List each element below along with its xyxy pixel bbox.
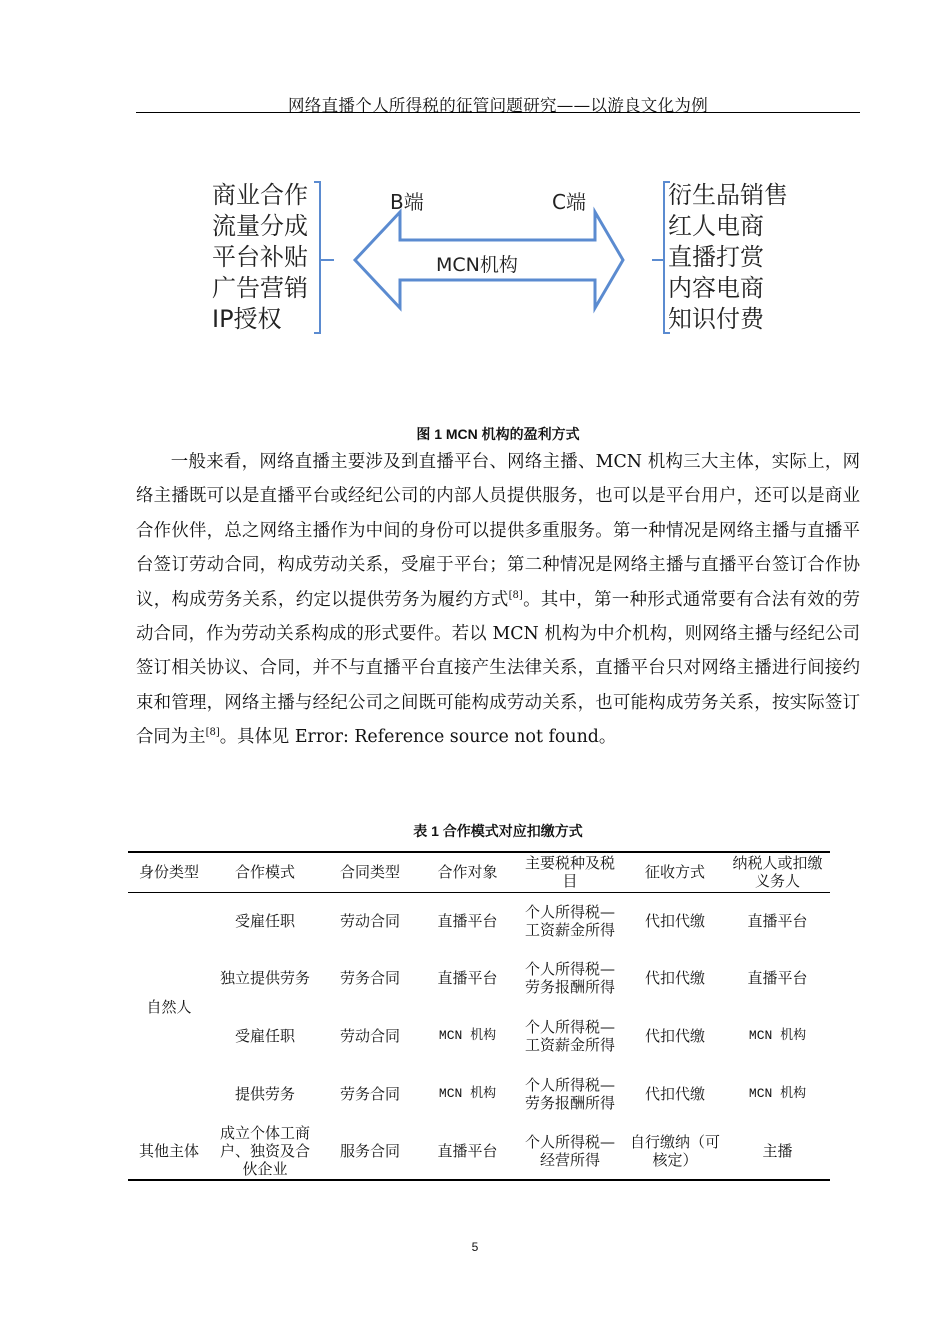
header-rule: [136, 112, 860, 113]
left-bracket: [314, 182, 320, 333]
table-row: [128, 1122, 830, 1180]
left-item: 商业合作: [212, 181, 308, 209]
table-cell: 服务合同: [320, 1122, 420, 1180]
table-cell: 代扣代缴: [644, 1026, 705, 1045]
table-cell: 个人所得税—经营所得: [515, 1122, 625, 1180]
citation-ref[interactable]: [8]: [508, 589, 523, 601]
table-cell: MCN 机构: [748, 1027, 807, 1043]
table-cell: 自行缴纳（可核定）: [625, 1122, 725, 1180]
table-cell: 直播平台: [437, 969, 498, 988]
citation-ref[interactable]: [8]: [205, 727, 220, 739]
c-end-label: C端: [552, 190, 586, 214]
table-cell: 直播平台: [747, 969, 808, 988]
table-caption: 表 1 合作模式对应扣缴方式: [413, 823, 583, 839]
body-paragraph: [136, 445, 860, 755]
figure-left-list: [212, 180, 308, 335]
right-item: 内容电商: [668, 274, 764, 302]
figure-right-list: [668, 180, 788, 335]
table-cell: MCN 机构: [438, 1027, 497, 1043]
table-cell: 独立提供劳务: [219, 969, 310, 988]
right-item: 衍生品销售: [668, 181, 788, 209]
page-number: 5: [471, 1240, 479, 1254]
column-header: 征收方式: [625, 852, 725, 892]
column-header: 身份类型: [128, 852, 210, 892]
b-end-label: B端: [390, 190, 424, 214]
table-cell: 代扣代缴: [644, 969, 705, 988]
table-row: [128, 892, 830, 950]
right-item: 直播打赏: [668, 243, 764, 271]
table-row: [128, 950, 830, 1008]
right-item: 知识付费: [668, 305, 764, 333]
column-header: 合作模式: [210, 852, 320, 892]
table-cell: 受雇任职: [234, 1026, 295, 1045]
table-cell: 劳务合同: [339, 969, 400, 988]
table-header-row: [128, 852, 830, 892]
table-row: [128, 1065, 830, 1123]
left-item: IP授权: [212, 305, 282, 333]
table-cell: 受雇任职: [234, 912, 295, 931]
table-cell: 直播平台: [747, 912, 808, 931]
paragraph-text: 一般来看，网络直播主要涉及到直播平台、网络主播、MCN 机构三大主体，实际上，网络主播既可以是直播平台或经纪公司的内部人员提供服务，也可以是平台用户，还可以是商业合作伙伴，总之网络主播作为中间的身份可以提供多重服务。第一种情况是网络主播与直播平台签订劳动合同，构成劳动关系，受雇于平台；第二种情况是网络主播与直播平台签订合作协议，构成劳务关系，约定以提供劳务为履约方式: [136, 452, 860, 610]
figure-caption: 图 1 MCN 机构的盈利方式: [416, 426, 580, 442]
table-cell: 劳务合同: [339, 1084, 400, 1103]
column-header: 合作对象: [420, 852, 515, 892]
table-cell: 成立个体工商户、独资及合伙企业: [210, 1122, 320, 1180]
left-item: 流量分成: [212, 212, 308, 240]
withholding-table: [128, 851, 830, 1181]
table-cell: 个人所得税—工资薪金所得: [524, 903, 615, 940]
mcn-label: MCN机构: [436, 254, 518, 276]
table-cell: MCN 机构: [748, 1085, 807, 1101]
table-cell: 提供劳务: [234, 1084, 295, 1103]
table-cell: 主播: [725, 1122, 830, 1180]
column-header: 纳税人或扣缴义务人: [725, 852, 830, 892]
table-cell: 直播平台: [437, 912, 498, 931]
table-cell: MCN 机构: [438, 1085, 497, 1101]
figure-mcn-profit: [200, 170, 810, 350]
table-cell: 个人所得税—劳务报酬所得: [524, 1075, 615, 1112]
table-cell: 直播平台: [420, 1122, 515, 1180]
table-cell: 个人所得税—工资薪金所得: [524, 1017, 615, 1054]
table-cell: 代扣代缴: [644, 1084, 705, 1103]
table-cell: 个人所得税—劳务报酬所得: [524, 960, 615, 997]
paragraph-text: 。具体见 Error: Reference source not found。: [219, 727, 617, 748]
right-item: 红人电商: [668, 212, 764, 240]
left-item: 广告营销: [212, 274, 308, 302]
identity-group-cell: 其他主体: [128, 1122, 210, 1180]
column-header: 主要税种及税目: [515, 852, 625, 892]
table-cell: 劳动合同: [339, 912, 400, 931]
table-cell: 代扣代缴: [644, 912, 705, 931]
left-item: 平台补贴: [212, 243, 308, 271]
table-cell: 劳动合同: [339, 1026, 400, 1045]
paragraph-text: 。其中，第一种形式通常要有合法有效的劳动合同，作为劳动关系构成的形式要件。若以 MCN 机构为中介机构，则网络主播与经纪公司签订相关协议、合同，并不与直播平台直接产生法律关系，直播平台只对网络主播进行间接约束和管理，网络主播与经纪公司之间既可能构成劳动关系，也可能构成劳务关系，按实际签订合同为主: [136, 589, 860, 748]
running-header: 网络直播个人所得税的征管问题研究——以游良文化为例: [288, 96, 708, 115]
column-header: 合同类型: [320, 852, 420, 892]
identity-group-cell: 自然人: [146, 998, 192, 1017]
table-row: [128, 1007, 830, 1065]
